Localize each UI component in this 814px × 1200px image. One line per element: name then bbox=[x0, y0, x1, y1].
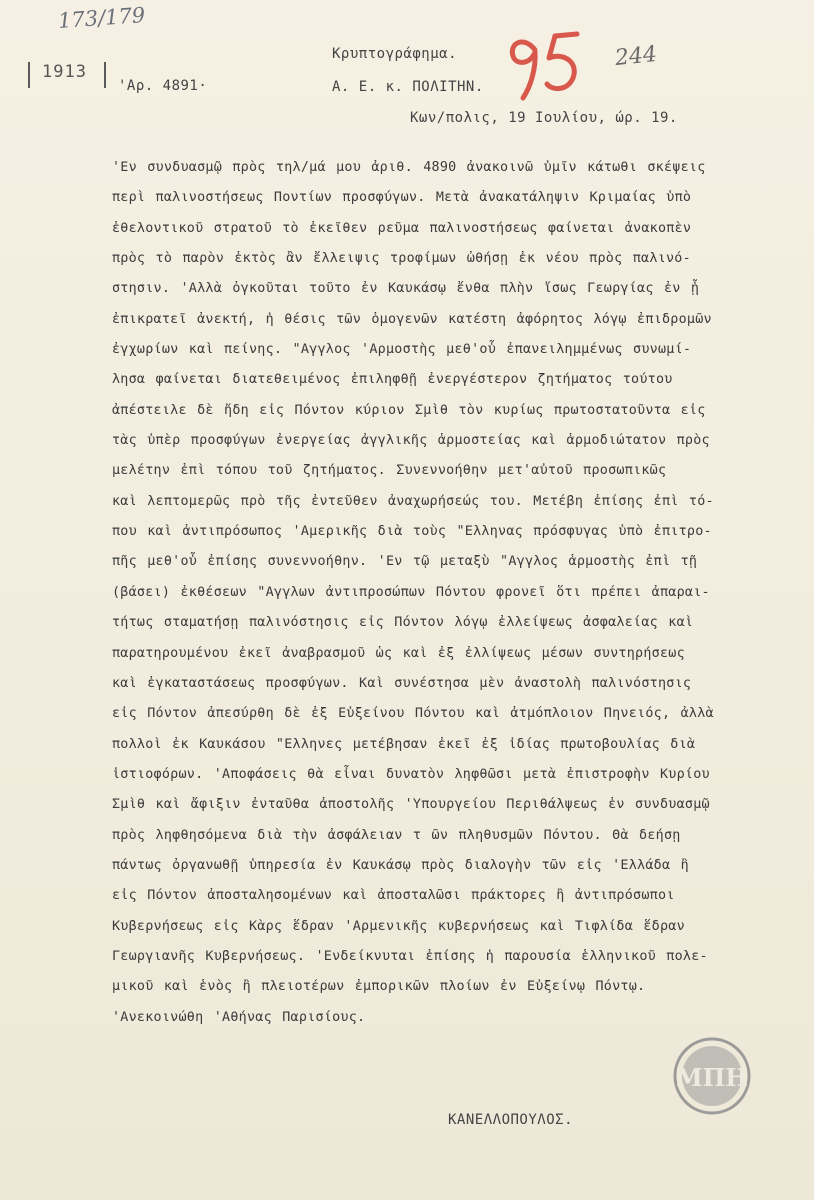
body-line: ἐθελοντικοῦ στρατοῦ τὸ ἐκεῖθεν ρεῦμα παλινοστήσεως φαίνεται ἀνακοπὲν bbox=[112, 220, 692, 236]
seal-text: ΜΠΗ bbox=[676, 1063, 748, 1092]
body-line: που καὶ ἀντιπρόσωπος 'Αμερικῆς διὰ τοὺς "Ελληνας πρόσφυγας ὑπὸ ἐπιτρο- bbox=[112, 524, 712, 540]
body-line: μελέτην ἐπὶ τόπου τοῦ ζητήματος. Συνεννοήθην μετ'αὐτοῦ προσωπικῶς bbox=[112, 463, 667, 479]
body-line: μικοῦ καὶ ἑνὸς ἢ πλειοτέρων ἐμπορικῶν πλοίων ἐν Εὐξείνῳ Πόντῳ. bbox=[112, 979, 646, 995]
body-line: περὶ παλινοστήσεως Ποντίων προσφύγων. Μετὰ ἀνακατάληψιν Κριμαίας ὑπὸ bbox=[112, 190, 692, 206]
telegram-body bbox=[112, 153, 802, 1033]
body-line: (βάσει) ἐκθέσεων "Αγγλων ἀντιπροσώπων Πόντου φρονεῖ ὅτι πρέπει ἀπαραι- bbox=[112, 584, 710, 600]
body-line: πῆς μεθ'οὗ ἐπίσης συνεννοήθην. 'Εν τῷ μεταξὺ "Αγγλος ἁρμοστὴς ἐπὶ τῇ bbox=[112, 554, 698, 570]
body-line: ἱστιοφόρων. 'Αποφάσεις θὰ εἶναι δυνατὸν ληφθῶσι μετὰ ἐπιστροφὴν Κυρίου bbox=[112, 766, 710, 782]
body-line: πολλοὶ ἐκ Καυκάσου "Ελληνες μετέβησαν ἐκεῖ ἐξ ἰδίας πρωτοβουλίας διὰ bbox=[112, 736, 696, 752]
body-line: πρὸς τὸ παρὸν ἐκτὸς ἂν ἔλλειψις τροφίμων ὠθήσῃ ἐκ νέου πρὸς παλινό- bbox=[112, 251, 691, 267]
body-line: 'Ανεκοινώθη 'Αθήνας Παρισίους. bbox=[112, 1009, 366, 1025]
body-line: ἐγχωρίων καὶ πείνης. "Αγγλος 'Αρμοστὴς μεθ'οὗ ἐπανειλημμένως συνωμί- bbox=[112, 342, 692, 358]
body-line: ἐπικρατεῖ ἀνεκτή, ἡ θέσις τῶν ὁμογενῶν κατέστη ἀφόρητος λόγῳ ἐπιδρομῶν bbox=[112, 311, 712, 327]
body-line: Σμὶθ καὶ ἄφιξιν ἐνταῦθα ἀποστολῆς 'Υπουργείου Περιθάλψεως ἐν συνδυασμῷ bbox=[112, 797, 710, 813]
year-stamp bbox=[28, 62, 87, 82]
body-line: ἀπέστειλε δὲ ἤδη εἰς Πόντον κύριον Σμὶθ τὸν κυρίως πρωτοστατοῦντα εἰς bbox=[112, 402, 706, 418]
document-type: Κρυπτογράφημα. bbox=[332, 46, 458, 62]
body-line: εἰς Πόντον ἀπεσύρθη δὲ ἐξ Εὐξείνου Πόντου καὶ ἀτμόπλοιον Πηνειός, ἀλλὰ bbox=[112, 706, 714, 722]
manuscript-number: 173/179 bbox=[57, 2, 146, 34]
body-line: τήτως σταματήσῃ παλινόστησις εἰς Πόντον λόγῳ ἐλλείψεως ἀσφαλείας καὶ bbox=[112, 615, 694, 631]
body-line: 'Εν συνδυασμῷ πρὸς τηλ/μά μου ἀριθ. 4890 ἀνακοινῶ ὑμῖν κάτωθι σκέψεις bbox=[112, 160, 706, 175]
body-line: παρατηρουμένου ἐκεῖ ἀναβρασμοῦ ὡς καὶ ἐξ ἐλλίψεως μέσων συντηρήσεως bbox=[112, 645, 685, 661]
year-stamp-text: 1913 bbox=[42, 62, 87, 82]
recipient: Α. Ε. κ. ΠΟΛΙΤΗΝ. bbox=[332, 79, 484, 95]
red-pencil-number bbox=[505, 28, 585, 103]
body-line: καὶ ἐγκαταστάσεως προσφύγων. Καὶ συνέστησα μὲν ἀναστολὴ παλινόστησις bbox=[112, 675, 692, 691]
reference-number: 'Αρ. 4891· bbox=[118, 78, 208, 94]
pencil-number: 244 bbox=[613, 41, 659, 72]
place-date: Κων/πολις, 19 Ιουλίου, ώρ. 19. bbox=[410, 110, 678, 126]
body-line: στησιν. 'Αλλὰ ὀγκοῦται τοῦτο ἐν Καυκάσῳ ἔνθα πλὴν ἴσως Γεωργίας ἐν ᾗ bbox=[112, 281, 700, 297]
body-line: πρὸς ληφθησόμενα διὰ τὴν ἀσφάλειαν τ ῶν πληθυσμῶν Πόντου. Θὰ δεήσῃ bbox=[112, 827, 681, 843]
body-line: Γεωργιανῆς Κυβερνήσεως. 'Ενδείκνυται ἐπίσης ἡ παρουσία ἑλληνικοῦ πολε- bbox=[112, 948, 708, 964]
body-line: εἰς Πόντον ἀποσταλησομένων καὶ ἀποσταλῶσι πράκτορες ἢ ἀντιπρόσωποι bbox=[112, 888, 675, 904]
archive-seal-stamp bbox=[672, 1036, 752, 1116]
body-line: τὰς ὑπὲρ προσφύγων ἐνεργείας ἀγγλικῆς ἁρμοστείας καὶ ἁρμοδιώτατον πρὸς bbox=[112, 433, 710, 449]
margin-bar-right bbox=[104, 62, 106, 88]
body-line: πάντως ὀργανωθῇ ὑπηρεσία ἐν Καυκάσῳ πρὸς διαλογὴν τῶν εἰς 'Ελλάδα ἢ bbox=[112, 857, 689, 873]
body-line: λησα φαίνεται διατεθειμένος ἐπιληφθῇ ἐνεργέστερον ζητήματος τούτου bbox=[112, 372, 673, 388]
body-line: Κυβερνήσεως εἰς Κὰρς ἕδραν 'Αρμενικῆς κυβερνήσεως καὶ Τιφλίδα ἕδραν bbox=[112, 918, 685, 934]
signature: ΚΑΝΕΛΛΟΠΟΥΛΟΣ. bbox=[448, 1112, 574, 1128]
body-line: καὶ λεπτομερῶς πρὸ τῆς ἐντεῦθεν ἀναχωρήσεώς του. Μετέβη ἐπίσης ἐπὶ τό- bbox=[112, 493, 714, 509]
